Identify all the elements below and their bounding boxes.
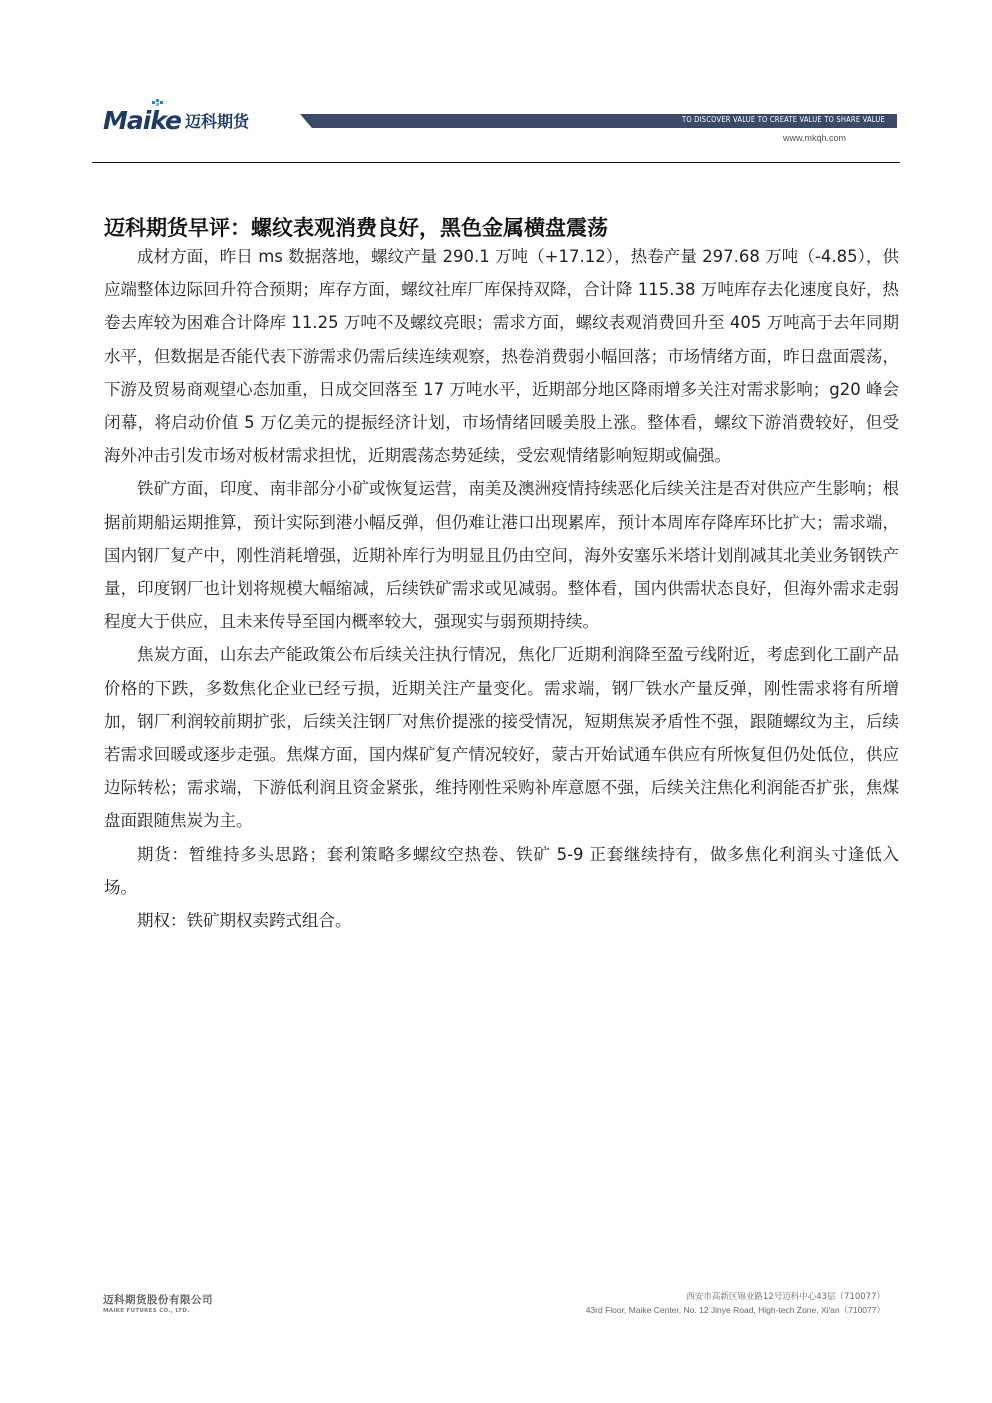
document-body [104,240,899,937]
footer-company [103,1292,213,1314]
website-url: www.mkqh.com [783,133,847,143]
header-divider [92,162,900,163]
logo-wordmark: Maike [103,106,182,135]
slogan-text: TO DISCOVER VALUE TO CREATE VALUE TO SHARE VALUE [682,115,885,124]
footer-address-en: 43rd Floor, Maike Center, No. 12 Jinye Road, High-tech Zone, Xi'an（710077） [585,1305,885,1315]
logo-dots-icon [150,98,172,108]
paragraph-iron-ore: 铁矿方面，印度、南非部分小矿或恢复运营，南美及澳洲疫情持续恶化后续关注是否对供应产生影响；根据前期船运期推算，预计实际到港小幅反弹，但仍难让港口出现累库，预计本周库存降库环比扩大；需求端，国内钢厂复产中，刚性消耗增强，近期补库行为明显且仍由空间，海外安塞乐米塔计划削减其北美业务钢铁产量，印度钢厂也计划将规模大幅缩减，后续铁矿需求或见减弱。整体看，国内供需状态良好，但海外需求走弱程度大于供应，且未来传导至国内概率较大，强现实与弱预期持续。 [104,479,899,632]
document-title: 迈科期货早评：螺纹表观消费良好，黑色金属横盘震荡 [104,216,608,241]
page-header [0,0,992,165]
paragraph-options: 期权：铁矿期权卖跨式组合。 [137,911,352,931]
footer-company-en: MAIKE FUTURES CO., LTD. [103,1308,190,1314]
paragraph-coke: 焦炭方面，山东去产能政策公布后续关注执行情况，焦化厂近期利润降至盈亏线附近，考虑到化工副产品价格的下跌，多数焦化企业已经亏损，近期关注产量变化。需求端，钢厂铁水产量反弹，刚性需求将有所增加，钢厂利润较前期扩张，后续关注钢厂对焦价提涨的接受情况，短期焦炭矛盾性不强，跟随螺纹为主，后续若需求回暖或逐步走强。焦煤方面，国内煤矿复产情况较好，蒙古开始试通车供应有所恢复但仍处低位，供应边际转松；需求端，下游低利润且资金紧张，维持刚性采购补库意愿不强，后续关注焦化利润能否扩张，焦煤盘面跟随焦炭为主。 [104,645,899,831]
footer-address [586,1290,885,1316]
company-logo [103,104,249,134]
paragraph-steel: 成材方面，昨日 ms 数据落地，螺纹产量 290.1 万吨（+17.12），热卷产量 297.68 万吨（-4.85），供应端整体边际回升符合预期；库存方面，螺纹社库厂库保持双降，合计降 115.38 万吨库存去化速度良好，热卷去库较为困难合计降库 11.25 万吨不及螺纹亮眼；需求方面，螺纹表观消费回升至 405 万吨高于去年同期水平，但数据是否能代表下游需求仍需后续连续观察，热卷消费弱小幅回落；市场情绪方面，昨日盘面震荡，下游及贸易商观望心态加重，日成交回落至 17 万吨水平，近期部分地区降雨增多关注对需求影响；g20 峰会闭幕，将启动价值 5 万亿美元的提振经济计划，市场情绪回暖美股上涨。整体看，螺纹下游消费较好，但受海外冲击引发市场对板材需求担忧，近期震荡态势延续，受宏观情绪影响短期或偏强。 [104,247,899,466]
footer-company-cn: 迈科期货股份有限公司 [103,1294,213,1306]
logo-chinese-name: 迈科期货 [185,112,250,131]
footer-address-cn: 西安市高新区锦业路12号迈科中心43层（710077） [686,1292,885,1302]
paragraph-futures: 期货：暂维持多头思路；套利策略多螺纹空热卷、铁矿 5-9 正套继续持有，做多焦化利润头寸逢低入场。 [104,844,899,897]
